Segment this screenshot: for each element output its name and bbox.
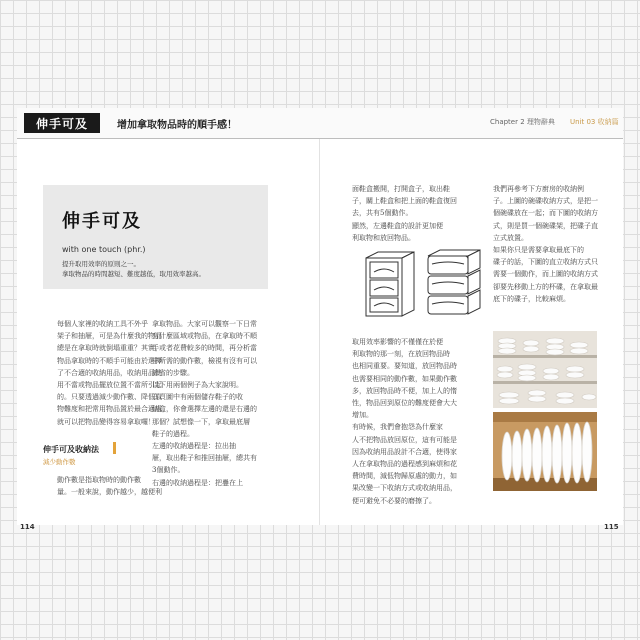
- text-line: 碟子的話，下圖的直立收納方式只: [493, 258, 598, 267]
- text-line: 也相同重要。要知道，放回物品時: [352, 362, 457, 371]
- text-line: 了不合適的收納用品，收納用品使: [57, 368, 162, 377]
- text-line: 子，關上鞋盒和把上面的鞋盒復回: [352, 197, 457, 206]
- text-line: 費時間，減低物歸原處的動力，如: [352, 472, 457, 481]
- text-line: 3個動作。: [152, 466, 185, 475]
- subhead-accent-bar: [113, 442, 116, 454]
- text-line: 物難度和把常用物品置於最合適處，: [57, 405, 169, 414]
- text-line: 屜，取出鞋子和推回抽屜，總共有: [152, 454, 257, 463]
- title-tag: 伸手可及: [24, 113, 100, 133]
- text-line: 人不把物品放回原位，這有可能是: [352, 435, 457, 444]
- text-line: 架子和抽屜，可是為什麼我的物品: [57, 332, 162, 341]
- text-line: 物品拿取時的不順手可能由於選擇: [57, 356, 162, 365]
- text-line: 每個人家裡的收納工具不外乎: [57, 320, 148, 328]
- text-line: 多，放回物品時不便，加上人的惰: [352, 386, 457, 395]
- text-line: 右頁圖中有兩個儲存鞋子的收: [152, 393, 243, 402]
- text-line: 中所需的動作數，檢視有沒有可以: [152, 356, 257, 365]
- definition-line: 拿取物品的時間越短、難度越低，取用效率越高。: [62, 270, 205, 278]
- text-line: 也需要相同的動作數，如果動作數: [352, 374, 457, 383]
- text-line: 我們再參考下方廚房的收納例: [493, 185, 584, 193]
- text-line: 用不當或物品擺放位置不當所引起: [57, 381, 162, 390]
- text-line: 果改變一下收納方式或收納用品，: [352, 484, 457, 493]
- text-line: 有什麼區域或物品，在拿取時不順: [152, 332, 257, 341]
- left-column-1-bottom: [57, 474, 162, 498]
- text-line: 需要一個動作，而上圖的收納方式: [493, 270, 598, 279]
- book-spine: [319, 135, 320, 525]
- text-line: 納盒，你會選擇左邊的還是右邊的: [152, 405, 257, 414]
- text-line: 總是在拿取時就倒塌重重？其實，: [57, 344, 162, 353]
- page-number-left: 114: [20, 523, 35, 531]
- drawer-shoebox-illustration: [360, 248, 418, 320]
- text-line: 因為收納用品設計不合適，使得家: [352, 447, 457, 456]
- text-line: 卻要先移動上方的杯碟，在拿取最: [493, 282, 598, 291]
- text-line: 人在拿取物品的過程感到麻煩和花: [352, 460, 457, 469]
- text-line: 有時候，我們會抱怨為什麼家: [352, 423, 443, 432]
- section-subhead: 伸手可及收納法: [43, 445, 99, 454]
- section-subhead-sub: 減少動作數: [43, 458, 76, 466]
- text-line: 去，共有5個動作。: [352, 209, 413, 218]
- text-line: 面鞋盒搬開，打開盒子，取出鞋: [352, 185, 450, 193]
- right-column-1-bottom: [352, 336, 457, 507]
- text-line: 個碗碟放在一起；而下圖的收納方: [493, 209, 598, 218]
- text-line: 右邊的收納過程是：把疊在上: [152, 478, 243, 487]
- text-line: 取用效率影響的不僅僅在於便: [352, 338, 443, 346]
- chapter-label: Chapter 2 理物辭典: [490, 118, 555, 126]
- text-line: 子。上圖的碗碟收納方式，是把一: [493, 197, 598, 206]
- text-line: 以下用兩個例子為大家說明。: [152, 381, 243, 390]
- text-line: 利取物的那一刻，在放回物品時: [352, 350, 450, 359]
- text-line: 的。只要透過減少動作數、降低取: [57, 393, 162, 402]
- text-line: 手或者花費較多的時間，再分析當: [152, 344, 257, 353]
- text-line: 那個？試想像一下，拿取最底層: [152, 417, 250, 426]
- text-line: 性，物品回到原位的難度便會大大: [352, 399, 457, 408]
- text-line: 利取物和放回物品。: [352, 233, 415, 242]
- text-line: 便可避免不必要的磨擦了。: [352, 496, 436, 505]
- text-line: 增加。: [352, 411, 373, 420]
- text-line: 如果你只是需要拿取最底下的: [493, 246, 584, 255]
- text-line: 量。一般來說，動作越少，越便利: [57, 488, 162, 497]
- unit-label: Unit 03 收納篇: [570, 118, 619, 126]
- text-line: 底下的碟子，比較麻煩。: [493, 294, 570, 303]
- right-column-1-top: [352, 183, 457, 244]
- text-line: 式，則是買一個碗碟架，把碟子直: [493, 221, 598, 230]
- text-line: 左邊的收納過程是：拉出抽: [152, 442, 236, 451]
- header-subtitle: 增加拿取物品時的順手感！: [117, 120, 237, 131]
- page-number-right: 115: [604, 523, 619, 531]
- text-line: 就可以把物品變得容易拿取囉！: [57, 417, 155, 426]
- text-line: 鞋子的過程。: [152, 429, 194, 438]
- text-line: 拿取物品。大家可以觀察一下日常: [152, 320, 257, 328]
- text-line: 立式放置。: [493, 233, 528, 242]
- stacked-shoebox-illustration: [424, 248, 486, 320]
- right-column-2: [493, 183, 598, 305]
- left-column-2: [152, 318, 257, 489]
- definition-term: 伸手可及: [62, 211, 142, 232]
- text-line: 節省的步驟。: [152, 368, 194, 377]
- text-line: 動作數是指取物時的動作數: [57, 476, 141, 484]
- definition-line: 提升取用效率的原則之一。: [62, 260, 140, 268]
- stacked-dishes-photo: [493, 331, 597, 408]
- definition-english: with one touch (phr.): [62, 245, 146, 254]
- upright-plates-photo: [493, 412, 597, 491]
- text-line: 顯然，左邊鞋盒的設計更加便: [352, 221, 443, 230]
